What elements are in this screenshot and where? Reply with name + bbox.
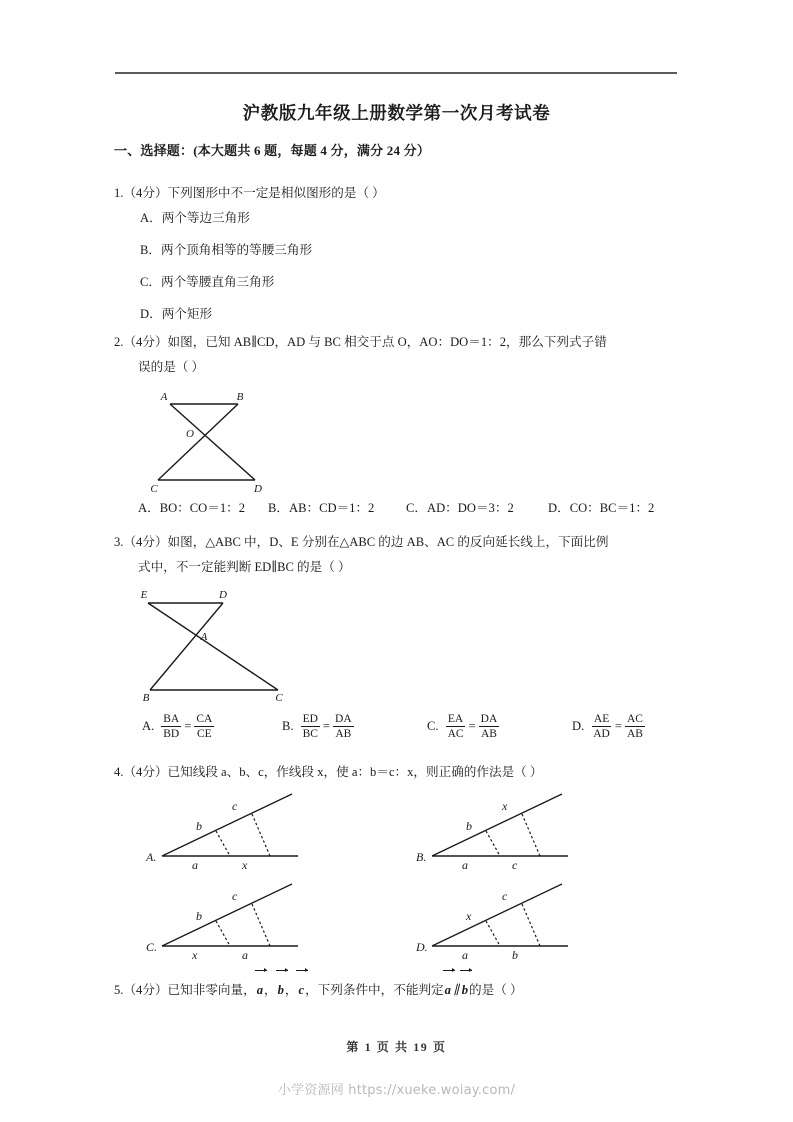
q3-c-frac2: $\frac{DA}{AB}$	[480, 713, 498, 741]
question-1-text: 下列图形中不一定是相似图形的是（ ）	[167, 186, 385, 200]
question-2-number: 2.	[114, 335, 124, 349]
vector-a-left-icon: a	[444, 978, 452, 1003]
question-2-options	[138, 497, 690, 516]
question-2-points: （4分）	[123, 335, 168, 349]
q4-b-lower-1: a	[462, 858, 468, 870]
header-rule	[115, 72, 677, 74]
q4-c-label: C.	[146, 940, 158, 954]
q3-a-equals: =	[184, 719, 192, 734]
question-2-stem	[114, 330, 680, 380]
question-2-figure	[150, 390, 285, 500]
figure2-label-c: C	[150, 483, 158, 495]
q4-c-upper-2: c	[232, 889, 238, 903]
question-5-text-suffix: 的是（ ）	[469, 983, 523, 997]
q3-b-equals: =	[322, 719, 331, 734]
q4-c-lower-2: a	[242, 948, 248, 960]
figure3-label-c: C	[275, 692, 283, 701]
q3-d-equals: =	[614, 719, 622, 734]
question-3-option-a[interactable]	[142, 712, 282, 741]
question-3-text-line2: 式中，不一定能判断 ED∥BC 的是（ ）	[138, 560, 351, 574]
figure2-label-a: A	[160, 391, 168, 403]
question-4-option-c[interactable]	[140, 878, 390, 965]
question-4-stem	[114, 760, 680, 785]
figure2-label-b: B	[236, 391, 244, 403]
q3-c-frac1: $\frac{EA}{AC}$	[447, 713, 464, 741]
q3-d-frac1: $\frac{AE}{AD}$	[593, 713, 610, 741]
question-3-stem	[114, 530, 680, 580]
question-5-points: （4分）	[123, 983, 168, 997]
q4-d-lower-1: a	[462, 948, 468, 960]
vector-b-icon: b	[277, 978, 285, 1003]
question-3-options	[142, 712, 690, 741]
section-heading: 一、选择题：(本大题共 6 题，每题 4 分，满分 24 分）	[114, 143, 431, 158]
q4-c-upper-1: b	[196, 909, 202, 923]
question-3-option-b-label: B.	[282, 719, 294, 734]
question-3-figure	[138, 586, 288, 706]
q3-a-frac1: $\frac{BA}{BD}$	[163, 713, 180, 741]
question-5-text-prefix: 已知非零向量，	[167, 983, 256, 997]
vector-c-icon: c	[297, 978, 305, 1003]
q4-b-label: B.	[416, 850, 427, 864]
watermark: 小学资源网 https://xueke.woiay.com/	[277, 1083, 516, 1098]
q3-c-equals: =	[468, 719, 476, 734]
question-2-option-c[interactable]: C．AD：DO＝3：2	[406, 501, 514, 515]
page-title: 沪教版九年级上册数学第一次月考试卷	[242, 104, 551, 124]
figure3-label-b: B	[142, 692, 150, 701]
question-1-option-c[interactable]: C．两个等腰直角三角形	[140, 275, 275, 289]
question-1-stem	[114, 181, 680, 206]
question-4-points: （4分）	[123, 765, 168, 779]
question-3-option-c[interactable]	[427, 712, 572, 741]
angle-construction-c	[140, 878, 390, 960]
q4-b-lower-2: c	[512, 858, 518, 870]
question-2-option-b[interactable]: B．AB：CD＝1：2	[268, 501, 375, 515]
question-1-number: 1.	[114, 186, 124, 200]
bowtie-figure-abcd	[150, 390, 285, 495]
q4-a-lower-1: a	[192, 858, 198, 870]
question-3-option-d-label: D.	[572, 719, 585, 734]
q4-d-label: D.	[416, 940, 428, 954]
q3-b-frac2: $\frac{DA}{AB}$	[335, 713, 352, 741]
q4-d-upper-2: c	[502, 889, 508, 903]
question-4-option-d[interactable]	[410, 878, 660, 965]
question-5-stem: 5.（4分）已知非零向量，a，b，c，下列条件中，不能判定a∥b的是（ ）	[114, 978, 680, 1003]
question-3-option-a-label: A.	[142, 719, 155, 734]
figure3-label-e: E	[140, 589, 148, 601]
question-4-option-a[interactable]	[140, 788, 390, 875]
question-1-option-a[interactable]: A．两个等边三角形	[140, 211, 250, 225]
question-3-points: （4分）	[123, 535, 168, 549]
figure2-label-o: O	[186, 428, 194, 440]
question-1-option-d[interactable]: D．两个矩形	[140, 307, 213, 321]
q4-b-upper-2: x	[502, 799, 508, 813]
question-2-text-line2: 误的是（ ）	[138, 360, 205, 374]
angle-construction-d	[410, 878, 660, 960]
q4-a-lower-2: x	[242, 858, 248, 870]
question-1-points: （4分）	[123, 186, 168, 200]
vector-b-right-icon: b	[461, 978, 469, 1003]
vector-a-icon: a	[256, 978, 264, 1003]
question-1-option-b[interactable]: B．两个顶角相等的等腰三角形	[140, 243, 313, 257]
parallel-symbol-icon: ∥	[452, 983, 461, 997]
figure3-label-a: A	[200, 631, 208, 643]
question-2-text-line1: 如图，已知 AB∥CD，AD 与 BC 相交于点 O，AO：DO＝1：2，那么下列式子错	[167, 335, 607, 349]
q4-a-label: A.	[146, 850, 157, 864]
question-3-number: 3.	[114, 535, 124, 549]
bowtie-figure-edabc	[138, 586, 288, 701]
figure3-label-d: D	[219, 589, 227, 601]
question-5-number: 5.	[114, 983, 124, 997]
angle-construction-b	[410, 788, 660, 870]
question-5-text-mid: 下列条件中，不能判定	[317, 983, 444, 997]
question-4-option-b[interactable]	[410, 788, 660, 875]
q4-d-lower-2: b	[512, 948, 518, 960]
q4-b-upper-1: b	[466, 819, 472, 833]
question-2-option-d[interactable]: D．CO：BC＝1：2	[548, 501, 655, 515]
question-3-option-d[interactable]	[572, 712, 646, 741]
q4-d-upper-1: x	[466, 909, 472, 923]
q3-d-frac2: $\frac{AC}{AB}$	[626, 713, 643, 741]
q3-a-frac2: $\frac{CA}{CE}$	[196, 713, 213, 741]
q4-a-upper-1: b	[196, 819, 202, 833]
q4-a-upper-2: c	[232, 799, 238, 813]
figure2-label-d: D	[254, 483, 262, 495]
question-4-text: 已知线段 a、b、c，作线段 x，使 a：b＝c：x，则正确的作法是（ ）	[167, 765, 543, 779]
q4-c-lower-1: x	[192, 948, 198, 960]
q3-b-frac1: $\frac{ED}{BC}$	[302, 713, 318, 741]
angle-construction-a	[140, 788, 390, 870]
question-2-option-a[interactable]: A．BO：CO＝1：2	[138, 501, 246, 515]
question-4-number: 4.	[114, 765, 124, 779]
question-3-option-c-label: C.	[427, 719, 439, 734]
question-3-option-b[interactable]	[282, 712, 427, 741]
page-footer: 第 1 页 共 19 页	[346, 1040, 447, 1054]
question-3-text-line1: 如图，△ABC 中，D、E 分别在△ABC 的边 AB、AC 的反向延长线上，下面比例	[167, 535, 609, 549]
